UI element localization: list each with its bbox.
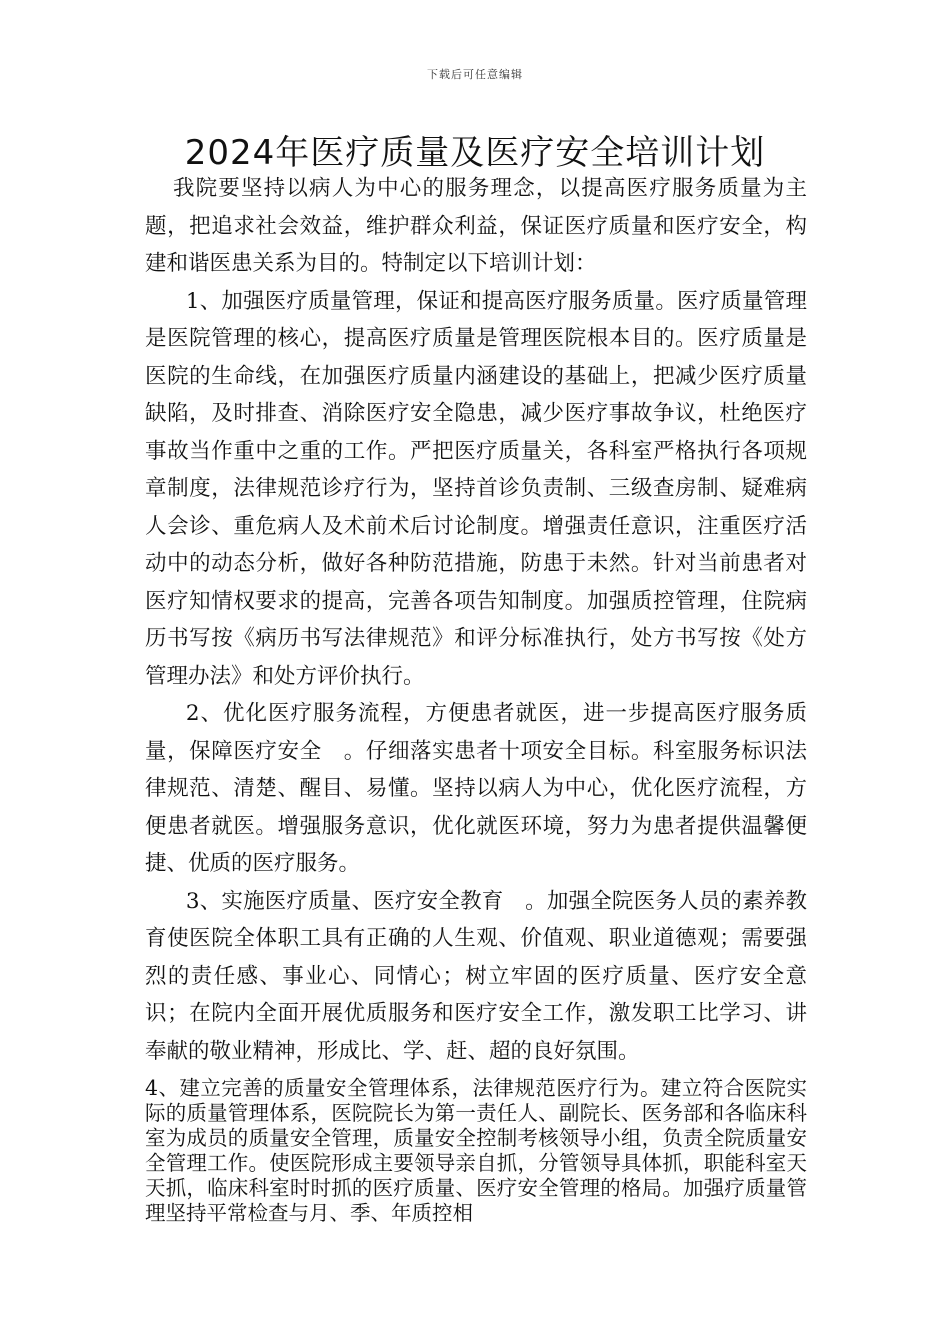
paragraph-item-2: 2、优化医疗服务流程，方便患者就医，进一步提高医疗服务质量，保障医疗安全 。仔细落实患者十项安全目标。科室服务标识法律规范、清楚、醒目、易懂。坚持以病人为中心，优化医疗流程，方便患者就医。增强服务意识，优化就医环境，努力为患者提供温馨便捷、优质的医疗服务。	[145, 701, 807, 876]
header-note: 下载后可任意编辑	[427, 68, 523, 81]
document-body	[145, 170, 807, 1226]
paragraph-item-4: 4、建立完善的质量安全管理体系，法律规范医疗行为。建立符合医院实际的质量管理体系，医院院长为第一责任人、副院长、医务部和各临床科室为成员的质量安全管理，质量安全控制考核领导小组，负责全院质量安全管理工作。使医院形成主要领导亲自抓，分管领导具体抓，职能科室天天抓，临床科室时时抓的医疗质量、医疗安全管理的格局。加强疗质量管理坚持平常检查与月、季、年质控相	[145, 1076, 807, 1225]
document-title: 2024年医疗质量及医疗安全培训计划	[184, 133, 766, 173]
paragraph-item-3: 3、实施医疗质量、医疗安全教育 。加强全院医务人员的素养教育使医院全体职工具有正确的人生观、价值观、职业道德观；需要强烈的责任感、事业心、同情心；树立牢固的医疗质量、医疗安全意识；在院内全面开展优质服务和医疗安全工作，激发职工比学习、讲奉献的敬业精神，形成比、学、赶、超的良好氛围。	[145, 888, 807, 1064]
paragraph-intro: 我院要坚持以病人为中心的服务理念，以提高医疗服务质量为主题，把追求社会效益，维护群众利益，保证医疗质量和医疗安全，构建和谐医患关系为目的。特制定以下培训计划：	[145, 176, 807, 276]
paragraph-item-1: 1、加强医疗质量管理，保证和提高医疗服务质量。医疗质量管理是医院管理的核心，提高医疗质量是管理医院根本目的。医疗质量是医院的生命线，在加强医疗质量内涵建设的基础上，把减少医疗质量缺陷，及时排查、消除医疗安全隐患，减少医疗事故争议，杜绝医疗事故当作重中之重的工作。严把医疗质量关，各科室严格执行各项规章制度，法律规范诊疗行为，坚持首诊负责制、三级查房制、疑难病人会诊、重危病人及术前术后讨论制度。增强责任意识，注重医疗活动中的动态分析，做好各种防范措施，防患于未然。针对当前患者对医疗知情权要求的提高，完善各项告知制度。加强质控管理，住院病历书写按《病历书写法律规范》和评分标准执行，处方书写按《处方管理办法》和处方评价执行。	[145, 288, 807, 689]
